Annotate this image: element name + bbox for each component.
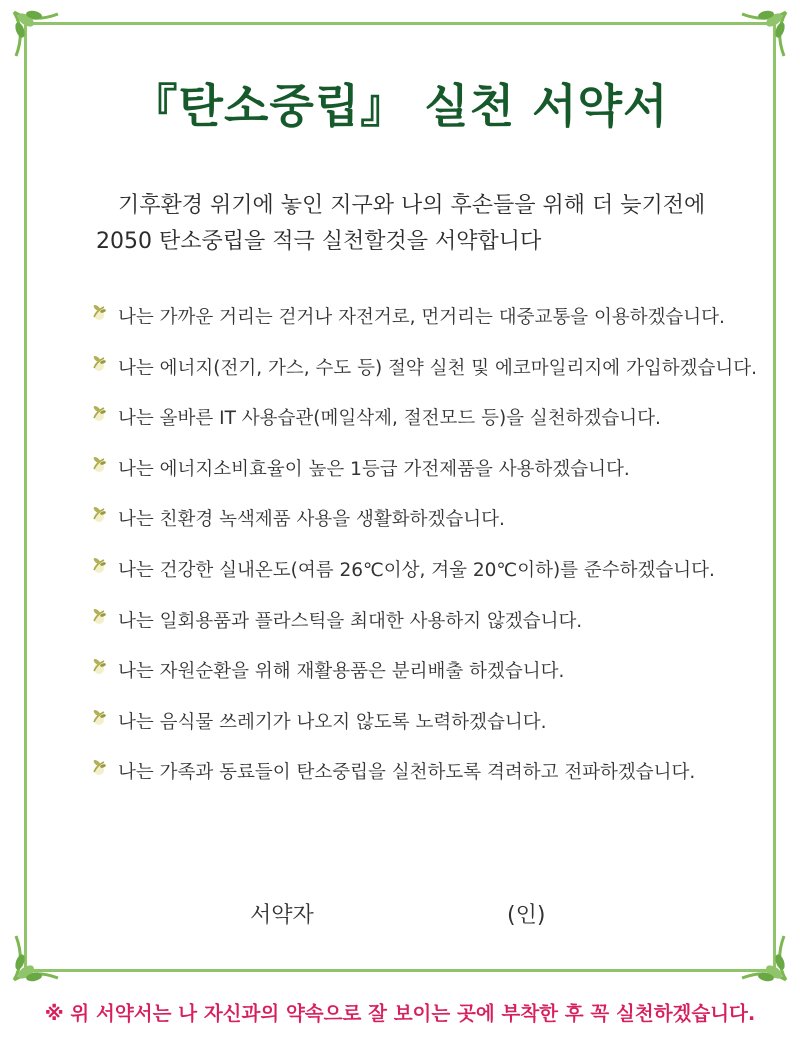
pledge-item (88, 607, 778, 658)
pledge-text: 나는 올바른 IT 사용습관(메일삭제, 절전모드 등)을 실천하겠습니다. (118, 408, 661, 430)
sprout-icon (88, 706, 110, 728)
document-title: 『탄소중립』 실천 서약서 (131, 79, 669, 133)
pledge-text: 나는 가까운 거리는 걷거나 자전거로, 먼거리는 대중교통을 이용하겠습니다. (118, 307, 725, 328)
pledge-item (88, 708, 778, 759)
pledge-text: 나는 친환경 녹색제품 사용을 생활화하겠습니다. (118, 509, 505, 531)
sprout-icon (88, 655, 110, 677)
sprout-icon (88, 301, 110, 323)
seal-label: (인) (507, 903, 546, 928)
sprout-icon (88, 402, 110, 424)
pledge-item (88, 657, 778, 708)
pledge-item (88, 404, 778, 455)
leaf-corner-icon (8, 6, 64, 62)
intro-line-2: 2050 탄소중립을 적극 실천할것을 서약합니다 (96, 229, 542, 254)
pledge-item (88, 505, 778, 556)
pledge-item (88, 455, 778, 506)
pledge-text: 나는 일회용품과 플라스틱을 최대한 사용하지 않겠습니다. (118, 610, 583, 632)
pledge-intro (96, 188, 756, 260)
pledge-item (88, 354, 778, 405)
pledge-item (88, 556, 778, 607)
pledge-text: 나는 건강한 실내온도(여름 26℃이상, 겨울 20℃이하)를 준수하겠습니다. (118, 559, 715, 581)
footer-note: ※ 위 서약서는 나 자신과의 약속으로 잘 보이는 곳에 부착한 후 꼭 실천하겠습니다. (44, 1002, 756, 1025)
pledge-item (88, 758, 778, 809)
leaf-corner-icon (736, 930, 792, 986)
sprout-icon (88, 453, 110, 475)
leaf-corner-icon (8, 930, 64, 986)
sprout-icon (88, 554, 110, 576)
signer-label: 서약자 (250, 903, 314, 928)
sprout-icon (88, 352, 110, 374)
intro-line-1: 기후환경 위기에 놓인 지구와 나의 후손들을 위해 더 늦기전에 (118, 193, 706, 218)
pledge-item (88, 303, 778, 354)
sprout-icon (88, 503, 110, 525)
sprout-icon (88, 756, 110, 778)
pledge-list (88, 303, 778, 809)
pledge-text: 나는 에너지소비효율이 높은 1등급 가전제품을 사용하겠습니다. (118, 458, 630, 480)
pledge-text: 나는 음식물 쓰레기가 나오지 않도록 노력하겠습니다. (118, 711, 547, 733)
pledge-text: 나는 에너지(전기, 가스, 수도 등) 절약 실천 및 에코마일리지에 가입하겠습니다. (118, 357, 758, 379)
sprout-icon (88, 605, 110, 627)
leaf-corner-icon (736, 6, 792, 62)
pledge-text: 나는 자원순환을 위해 재활용품은 분리배출 하겠습니다. (118, 661, 565, 683)
pledge-text: 나는 가족과 동료들이 탄소중립을 실천하도록 격려하고 전파하겠습니다. (118, 762, 696, 784)
